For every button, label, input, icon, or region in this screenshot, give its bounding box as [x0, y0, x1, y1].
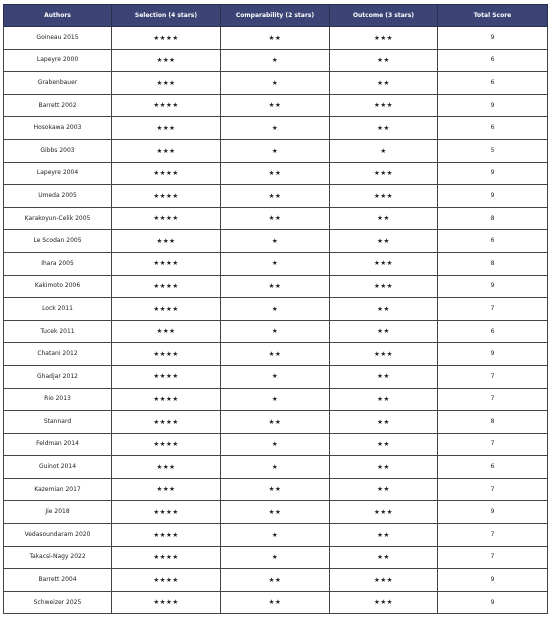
total-score-cell: 6 [438, 320, 548, 343]
total-score-cell: 7 [438, 388, 548, 411]
total-score-cell: 9 [438, 591, 548, 614]
table-row [4, 591, 548, 614]
comparability-stars-cell: ★★ [221, 591, 330, 614]
selection-stars-cell: ★★★★ [112, 433, 221, 456]
table-row [4, 49, 548, 72]
header-authors: Authors [4, 5, 112, 27]
author-cell: Le Scodan 2005 [4, 230, 112, 253]
table-row [4, 139, 548, 162]
selection-stars-cell: ★★★ [112, 320, 221, 343]
author-cell: Schweizer 2025 [4, 591, 112, 614]
author-cell: Barrett 2004 [4, 569, 112, 592]
comparability-stars-cell: ★ [221, 139, 330, 162]
header-comparability: Comparability (2 stars) [221, 5, 330, 27]
outcome-stars-cell: ★★ [330, 117, 438, 140]
author-cell: Hosokawa 2003 [4, 117, 112, 140]
outcome-stars-cell: ★★ [330, 230, 438, 253]
table-row [4, 524, 548, 547]
selection-stars-cell: ★★★ [112, 139, 221, 162]
total-score-cell: 9 [438, 569, 548, 592]
header-total-score: Total Score [438, 5, 548, 27]
outcome-stars-cell: ★★ [330, 298, 438, 321]
author-cell: Ghadjar 2012 [4, 365, 112, 388]
quality-assessment-table [3, 4, 548, 614]
author-cell: Karakoyun-Celik 2005 [4, 207, 112, 230]
outcome-stars-cell: ★★★ [330, 343, 438, 366]
comparability-stars-cell: ★ [221, 230, 330, 253]
total-score-cell: 7 [438, 524, 548, 547]
table-row [4, 94, 548, 117]
selection-stars-cell: ★★★★ [112, 388, 221, 411]
table-row [4, 185, 548, 208]
selection-stars-cell: ★★★★ [112, 411, 221, 434]
comparability-stars-cell: ★ [221, 49, 330, 72]
selection-stars-cell: ★★★★ [112, 365, 221, 388]
selection-stars-cell: ★★★★ [112, 569, 221, 592]
total-score-cell: 7 [438, 546, 548, 569]
comparability-stars-cell: ★★ [221, 94, 330, 117]
table-header [4, 5, 548, 27]
author-cell: Kazemian 2017 [4, 478, 112, 501]
selection-stars-cell: ★★★★ [112, 591, 221, 614]
quality-assessment-table-container [3, 4, 547, 614]
author-cell: Umeda 2005 [4, 185, 112, 208]
total-score-cell: 7 [438, 298, 548, 321]
author-cell: Kakimoto 2006 [4, 275, 112, 298]
author-cell: Gibbs 2003 [4, 139, 112, 162]
table-row [4, 456, 548, 479]
selection-stars-cell: ★★★★ [112, 27, 221, 50]
author-cell: Goineau 2015 [4, 27, 112, 50]
author-cell: Takacsi-Nagy 2022 [4, 546, 112, 569]
table-row [4, 252, 548, 275]
comparability-stars-cell: ★★ [221, 185, 330, 208]
selection-stars-cell: ★★★★ [112, 501, 221, 524]
header-selection: Selection (4 stars) [112, 5, 221, 27]
table-row [4, 27, 548, 50]
header-outcome: Outcome (3 stars) [330, 5, 438, 27]
author-cell: Ihara 2005 [4, 252, 112, 275]
comparability-stars-cell: ★ [221, 456, 330, 479]
total-score-cell: 9 [438, 501, 548, 524]
author-cell: Stannard [4, 411, 112, 434]
author-cell: Tucek 2011 [4, 320, 112, 343]
author-cell: Lock 2011 [4, 298, 112, 321]
comparability-stars-cell: ★★ [221, 275, 330, 298]
selection-stars-cell: ★★★ [112, 456, 221, 479]
selection-stars-cell: ★★★★ [112, 524, 221, 547]
total-score-cell: 9 [438, 343, 548, 366]
comparability-stars-cell: ★ [221, 524, 330, 547]
comparability-stars-cell: ★★ [221, 27, 330, 50]
author-cell: Vedasoundaram 2020 [4, 524, 112, 547]
total-score-cell: 6 [438, 230, 548, 253]
table-row [4, 162, 548, 185]
comparability-stars-cell: ★ [221, 320, 330, 343]
comparability-stars-cell: ★ [221, 117, 330, 140]
total-score-cell: 9 [438, 275, 548, 298]
outcome-stars-cell: ★★ [330, 478, 438, 501]
selection-stars-cell: ★★★★ [112, 207, 221, 230]
comparability-stars-cell: ★★ [221, 478, 330, 501]
table-row [4, 298, 548, 321]
total-score-cell: 9 [438, 162, 548, 185]
selection-stars-cell: ★★★★ [112, 298, 221, 321]
table-row [4, 433, 548, 456]
outcome-stars-cell: ★ [330, 139, 438, 162]
selection-stars-cell: ★★★★ [112, 343, 221, 366]
outcome-stars-cell: ★★★ [330, 185, 438, 208]
outcome-stars-cell: ★★★ [330, 252, 438, 275]
selection-stars-cell: ★★★ [112, 230, 221, 253]
comparability-stars-cell: ★★ [221, 343, 330, 366]
comparability-stars-cell: ★ [221, 72, 330, 95]
author-cell: Grabenbauer [4, 72, 112, 95]
selection-stars-cell: ★★★★ [112, 275, 221, 298]
total-score-cell: 8 [438, 252, 548, 275]
comparability-stars-cell: ★ [221, 546, 330, 569]
total-score-cell: 5 [438, 139, 548, 162]
table-row [4, 365, 548, 388]
table-row [4, 207, 548, 230]
comparability-stars-cell: ★ [221, 388, 330, 411]
outcome-stars-cell: ★★★ [330, 501, 438, 524]
outcome-stars-cell: ★★ [330, 72, 438, 95]
outcome-stars-cell: ★★ [330, 320, 438, 343]
outcome-stars-cell: ★★ [330, 546, 438, 569]
author-cell: Lapeyre 2004 [4, 162, 112, 185]
total-score-cell: 8 [438, 411, 548, 434]
comparability-stars-cell: ★★ [221, 411, 330, 434]
outcome-stars-cell: ★★ [330, 49, 438, 72]
selection-stars-cell: ★★★ [112, 72, 221, 95]
author-cell: Guinot 2014 [4, 456, 112, 479]
outcome-stars-cell: ★★ [330, 365, 438, 388]
outcome-stars-cell: ★★ [330, 524, 438, 547]
table-row [4, 230, 548, 253]
outcome-stars-cell: ★★★ [330, 275, 438, 298]
table-row [4, 501, 548, 524]
selection-stars-cell: ★★★★ [112, 252, 221, 275]
outcome-stars-cell: ★★★ [330, 162, 438, 185]
total-score-cell: 7 [438, 478, 548, 501]
comparability-stars-cell: ★ [221, 365, 330, 388]
outcome-stars-cell: ★★★ [330, 94, 438, 117]
table-row [4, 275, 548, 298]
comparability-stars-cell: ★★ [221, 569, 330, 592]
table-row [4, 569, 548, 592]
table-body [4, 27, 548, 614]
outcome-stars-cell: ★★ [330, 456, 438, 479]
author-cell: Jie 2018 [4, 501, 112, 524]
table-row [4, 72, 548, 95]
total-score-cell: 8 [438, 207, 548, 230]
table-row [4, 343, 548, 366]
total-score-cell: 6 [438, 72, 548, 95]
total-score-cell: 9 [438, 94, 548, 117]
table-row [4, 478, 548, 501]
comparability-stars-cell: ★ [221, 298, 330, 321]
selection-stars-cell: ★★★★ [112, 185, 221, 208]
comparability-stars-cell: ★★ [221, 162, 330, 185]
author-cell: Rio 2013 [4, 388, 112, 411]
comparability-stars-cell: ★★ [221, 207, 330, 230]
total-score-cell: 6 [438, 49, 548, 72]
table-row [4, 411, 548, 434]
author-cell: Feldman 2014 [4, 433, 112, 456]
selection-stars-cell: ★★★ [112, 478, 221, 501]
comparability-stars-cell: ★ [221, 252, 330, 275]
outcome-stars-cell: ★★★ [330, 27, 438, 50]
total-score-cell: 9 [438, 27, 548, 50]
table-row [4, 320, 548, 343]
total-score-cell: 6 [438, 456, 548, 479]
selection-stars-cell: ★★★ [112, 117, 221, 140]
outcome-stars-cell: ★★ [330, 207, 438, 230]
total-score-cell: 7 [438, 433, 548, 456]
outcome-stars-cell: ★★★ [330, 569, 438, 592]
total-score-cell: 9 [438, 185, 548, 208]
selection-stars-cell: ★★★★ [112, 162, 221, 185]
table-row [4, 546, 548, 569]
header-row [4, 5, 548, 27]
outcome-stars-cell: ★★ [330, 411, 438, 434]
selection-stars-cell: ★★★★ [112, 546, 221, 569]
selection-stars-cell: ★★★ [112, 49, 221, 72]
author-cell: Chatani 2012 [4, 343, 112, 366]
total-score-cell: 7 [438, 365, 548, 388]
author-cell: Barrett 2002 [4, 94, 112, 117]
comparability-stars-cell: ★ [221, 433, 330, 456]
outcome-stars-cell: ★★ [330, 433, 438, 456]
table-row [4, 117, 548, 140]
total-score-cell: 6 [438, 117, 548, 140]
table-row [4, 388, 548, 411]
outcome-stars-cell: ★★ [330, 388, 438, 411]
selection-stars-cell: ★★★★ [112, 94, 221, 117]
comparability-stars-cell: ★★ [221, 501, 330, 524]
author-cell: Lapeyre 2000 [4, 49, 112, 72]
outcome-stars-cell: ★★★ [330, 591, 438, 614]
